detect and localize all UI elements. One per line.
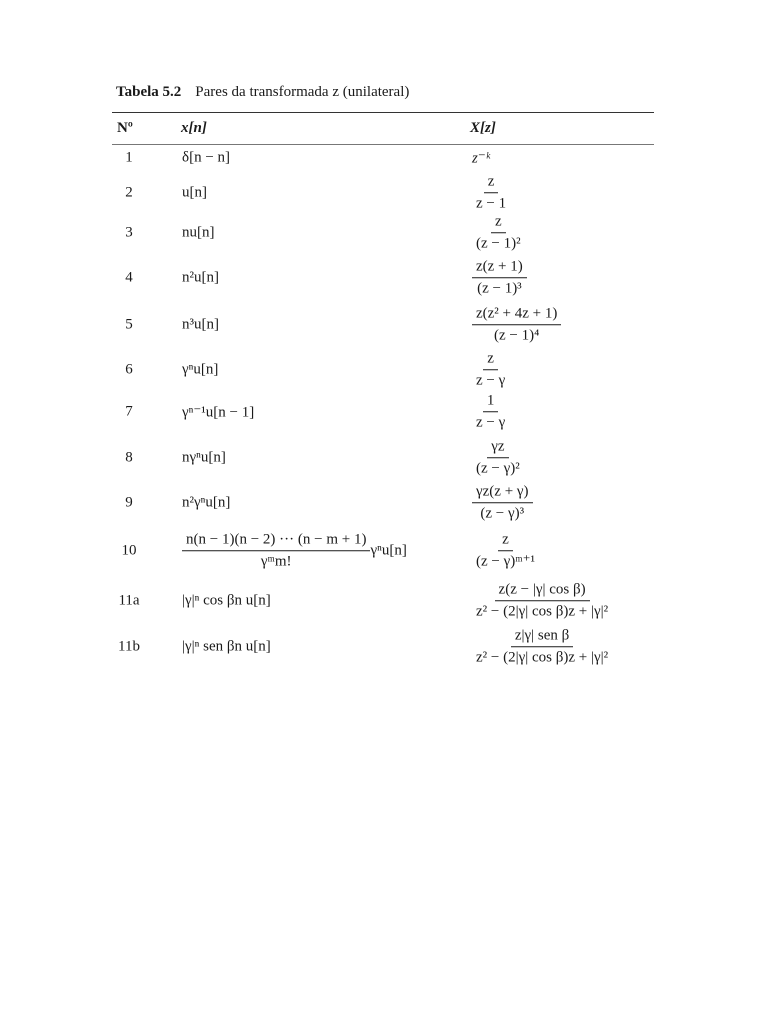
X-z-fraction [472,581,612,621]
x-n-denominator: γᵐm! [260,553,292,570]
X-z-expression [472,438,524,478]
row-number: 10 [121,542,137,559]
row-number: 6 [125,361,133,378]
X-z-denominator: (z − γ)² [476,460,520,477]
top-rule [112,112,654,113]
row-number: 7 [125,403,133,420]
X-z-fraction [472,483,533,523]
row-number: 2 [125,184,133,201]
header-number: Nº [117,120,133,136]
X-z-expression [472,531,539,571]
X-z-numerator: z [483,350,498,370]
X-z-fraction [472,531,539,571]
X-z-expression [472,627,612,667]
header-X-z: X[z] [470,120,496,136]
X-z-numerator: γz [487,438,508,458]
X-z-fraction [472,392,509,432]
x-n-expression: u[n] [182,184,207,201]
table-label: Tabela 5.2 [116,84,182,100]
x-n-numerator: n(n − 1)(n − 2) ··· (n − m + 1) [182,531,370,551]
X-z-expression [472,581,612,621]
X-z-denominator: (z − 1)³ [477,280,522,297]
X-z-numerator: 1 [483,392,499,412]
x-n-factor: γⁿu[n] [370,542,407,559]
x-n-expression: n³u[n] [182,316,219,333]
X-z-fraction [472,258,527,298]
X-z-denominator: z² − (2|γ| cos β)z + |γ|² [476,649,609,666]
X-z-numerator: z(z² + 4z + 1) [472,305,561,325]
x-n-expression: δ[n − n] [182,149,231,166]
x-n-fraction [182,531,370,571]
X-z-expression [472,392,509,432]
X-z-expression [472,173,510,213]
X-z-fraction [472,438,524,478]
X-z-denominator: z² − (2|γ| cos β)z + |γ|² [476,603,609,620]
X-z-numerator: z [498,531,513,551]
X-z-fraction [472,627,612,667]
header-rule [112,144,654,145]
X-z-numerator: z(z − |γ| cos β) [495,581,590,601]
x-n-expression: γⁿu[n] [182,361,219,378]
table-caption-text: Pares da transformada z (unilateral) [195,84,410,100]
X-z-expression [472,350,509,390]
x-n-expression: n²u[n] [182,269,219,286]
table-caption [116,84,409,101]
X-z-denominator: z − γ [476,372,506,389]
row-number: 11a [118,592,140,609]
x-n-expression: γⁿ⁻¹u[n − 1] [182,404,255,421]
X-z-numerator: z|γ| sen β [511,627,573,647]
X-z-denominator: z − γ [476,414,506,431]
X-z-denominator: (z − 1)⁴ [494,327,540,344]
X-z-expression [472,213,525,253]
X-z-denominator: z − 1 [476,195,507,212]
X-z-numerator: γz(z + γ) [472,483,533,503]
x-n-expression: |γ|ⁿ cos βn u[n] [182,592,271,609]
row-number: 8 [125,449,133,466]
header-x-n: x[n] [181,120,207,136]
row-number: 1 [125,149,133,166]
x-n-expression [182,531,407,571]
row-number: 5 [125,316,133,333]
row-number: 3 [125,224,133,241]
x-n-expression: nγⁿu[n] [182,449,226,466]
X-z-expression [472,483,533,523]
row-number: 11b [118,638,140,655]
row-number: 9 [125,494,133,511]
X-z-fraction [472,305,561,345]
row-number: 4 [125,269,133,286]
X-z-expression [472,305,561,345]
X-z-fraction [472,173,510,213]
X-z-denominator: (z − 1)² [476,235,521,252]
X-z-expression [472,258,527,298]
X-z-numerator: z(z + 1) [472,258,527,278]
X-z-numerator: z [484,173,499,193]
X-z-expression: z⁻ᵏ [472,150,490,167]
X-z-fraction [472,350,509,390]
x-n-expression: nu[n] [182,224,215,241]
X-z-fraction [472,213,525,253]
X-z-denominator: (z − γ)³ [480,505,525,522]
x-n-expression: n²γⁿu[n] [182,494,231,511]
X-z-denominator: (z − γ)ᵐ⁺¹ [476,553,535,570]
X-z-numerator: z [491,213,506,233]
x-n-expression: |γ|ⁿ sen βn u[n] [182,638,271,655]
